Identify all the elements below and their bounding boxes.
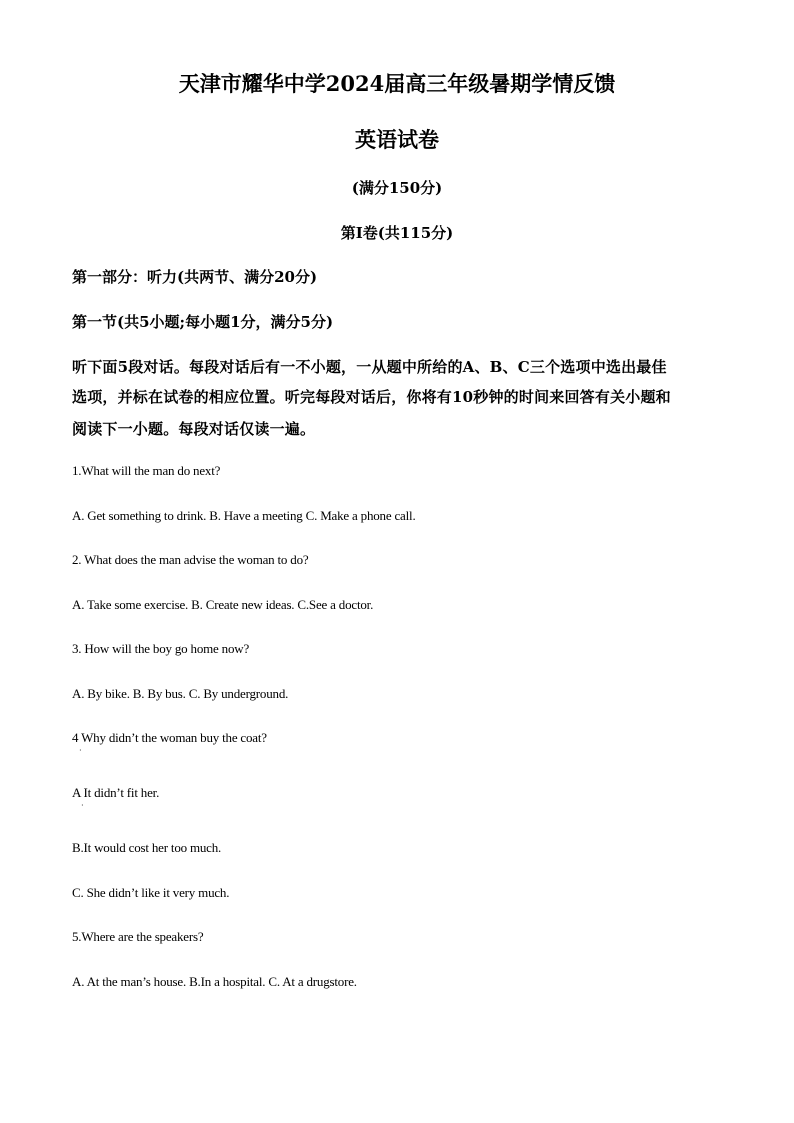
volume-heading: 第I卷(共115分) bbox=[340, 224, 454, 242]
stray-dot-mark: · bbox=[81, 801, 84, 810]
stray-dot-mark: · bbox=[79, 746, 82, 755]
question-5: 5.Where are the speakers? bbox=[72, 929, 204, 944]
question-3: 3. How will the boy go home now? bbox=[72, 641, 250, 656]
question-3-options: A. By bike. B. By bus. C. By underground. bbox=[72, 686, 289, 701]
instruction-line: 听下面5段对话。每段对话后有一不小题，一从题中所给的A、B、C三个选项中选出最佳 bbox=[72, 358, 667, 376]
section-heading: 第一节(共5小题;每小题1分，满分5分) bbox=[72, 313, 334, 331]
instruction-line: 选项，并标在试卷的相应位置。听完每段对话后，你将有10秒钟的时间来回答有关小题和 bbox=[72, 388, 671, 406]
question-1-options: A. Get something to drink. B. Have a meeting C. Make a phone call. bbox=[72, 508, 416, 523]
instruction-line: 阅读下一小题。每段对话仅读一遍。 bbox=[72, 420, 316, 438]
question-4-option-b: B.It would cost her too much. bbox=[72, 840, 222, 855]
question-4: 4 Why didn’t the woman buy the coat? bbox=[72, 730, 267, 745]
total-score: (满分150分) bbox=[351, 179, 443, 197]
question-1: 1.What will the man do next? bbox=[72, 463, 221, 478]
question-2-options: A. Take some exercise. B. Create new ideas. C.See a doctor. bbox=[72, 597, 374, 612]
document-subtitle: 英语试卷 bbox=[355, 127, 439, 152]
part-heading: 第一部分：听力(共两节、满分20分) bbox=[72, 268, 318, 286]
question-4-option-c: C. She didn’t like it very much. bbox=[72, 885, 230, 900]
document-title: 天津市耀华中学2024届高三年级暑期学情反馈 bbox=[178, 71, 616, 96]
question-2: 2. What does the man advise the woman to do? bbox=[72, 552, 309, 567]
question-4-option-a: A It didn’t fit her. bbox=[72, 785, 160, 800]
question-5-options: A. At the man’s house. B.In a hospital. C. At a drugstore. bbox=[72, 974, 357, 989]
